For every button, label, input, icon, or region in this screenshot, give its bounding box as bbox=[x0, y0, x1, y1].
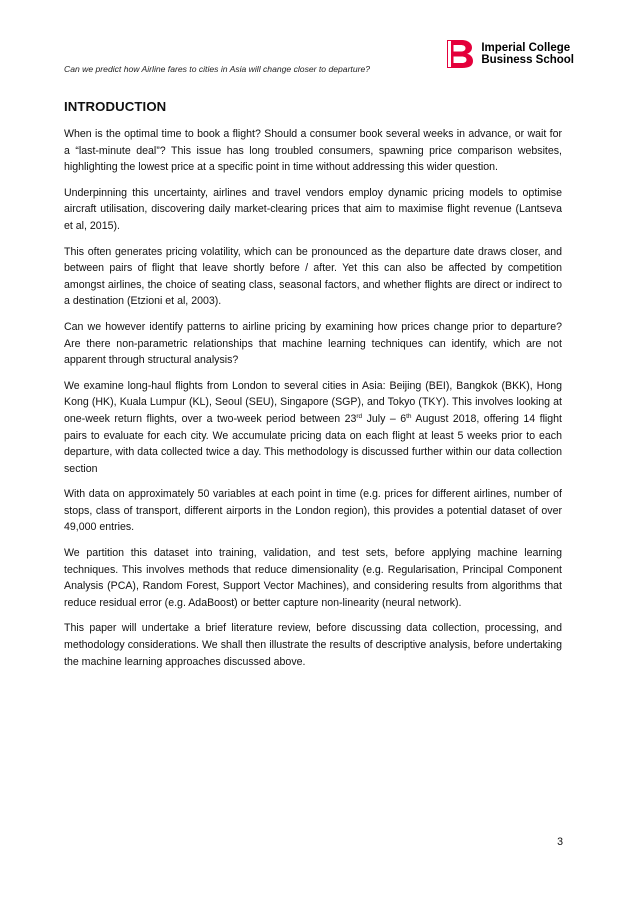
running-title: Can we predict how Airline fares to cities in Asia will change closer to departure? bbox=[64, 64, 371, 74]
logo-line-1: Imperial College bbox=[481, 42, 571, 54]
paragraph-4: Can we however identify patterns to airline pricing by examining how prices change prior to departure? Are there non-parametric relationships that machine learning techniques can identify, which are not apparent through structural analysis? bbox=[64, 320, 562, 367]
ordinal-suffix-rd: rd bbox=[356, 412, 363, 420]
imperial-college-logo bbox=[445, 38, 574, 70]
paragraph-1: When is the optimal time to book a flight? Should a consumer book several weeks in advance, or wait for a “last-minute deal”? This issue has long troubled consumers, spawning price comparison websites, highlighting the lowest price at a specific point in time without addressing this wider question. bbox=[64, 128, 562, 174]
imperial-b-logo-icon bbox=[445, 38, 475, 70]
ordinal-suffix-th: th bbox=[406, 412, 412, 420]
logo-text bbox=[481, 42, 574, 66]
paragraph-5-part-3: August 2018, offering 14 flight pairs to evaluate for each city. We accumulate pricing data on each flight at least 5 weeks prior to each departure, with data collected twice a day. This methodology is discussed further within our data collection section bbox=[64, 412, 563, 475]
section-heading: INTRODUCTION bbox=[64, 99, 167, 114]
paragraph-3: This often generates pricing volatility, which can be pronounced as the departure date draws closer, and between pairs of flight that leave shortly before / after. Yet this can also be affected by competition amongst airlines, the choice of seating class, seasonal factors, and whether flights are direct or indirect to a destination (Etzioni et al, 2003). bbox=[64, 245, 562, 308]
paragraph-8: This paper will undertake a brief literature review, before discussing data collection, processing, and methodology considerations. We shall then illustrate the results of descriptive analysis, before undertaking the machine learning approaches discussed above. bbox=[64, 622, 562, 668]
paragraph-5 bbox=[64, 378, 562, 478]
page-number: 3 bbox=[557, 836, 563, 848]
paragraph-5-part-2: July – 6 bbox=[362, 412, 407, 425]
paragraph-7: We partition this dataset into training, validation, and test sets, before applying machine learning techniques. This involves methods that reduce dimensionality (e.g. Regularisation, Principal Component Analysis (PCA), Random Forest, Support Vector Machines), and considering results from algorithms that reduce residual error (e.g. AdaBoost) or better capture non-linearity (neural network). bbox=[64, 547, 562, 609]
logo-line-2: Business School bbox=[481, 54, 574, 66]
paragraph-2: Underpinning this uncertainty, airlines and travel vendors employ dynamic pricing models to optimise aircraft utilisation, discovering daily market-clearing prices that aim to maximise flight revenue (Lantseva et al, 2015). bbox=[64, 186, 562, 232]
paragraph-5-part-1: We examine long-haul flights from London to several cities in Asia: Beijing (BEI), Bangkok (BKK), Hong Kong (HK), Kuala Lumpur (KL), Seoul (SEU), Singapore (SGP), and Tokyo (TKY). This involves looking at one-week return flights, over a two-week period between 23 bbox=[64, 379, 562, 425]
paragraph-6: With data on approximately 50 variables at each point in time (e.g. prices for different airlines, number of stops, class of transport, different airports in the London region), this provides a potential dataset of over 49,000 entries. bbox=[64, 488, 562, 534]
main-content bbox=[64, 99, 562, 679]
page-header bbox=[64, 38, 574, 78]
